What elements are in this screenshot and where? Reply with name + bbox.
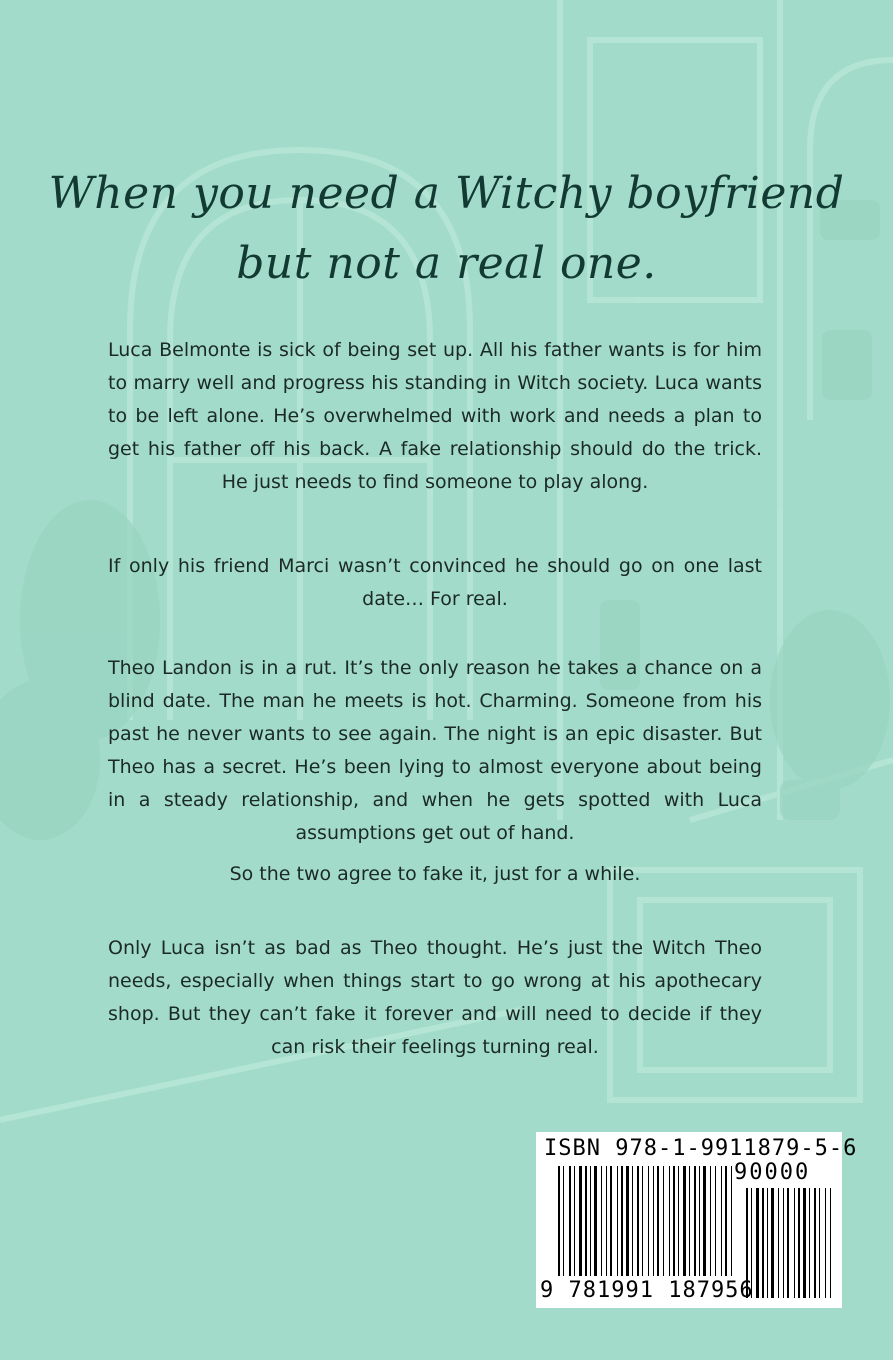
price-addon-code: 90000 xyxy=(734,1160,811,1185)
isbn-label: ISBN 978-1-9911879-5-6 xyxy=(544,1136,858,1161)
blurb-paragraph-2: If only his friend Marci wasn’t convinced he should go on one last date… For real. xyxy=(108,555,762,610)
blurb-paragraph-3: Theo Landon is in a rut. It’s the only reason he takes a chance on a blind date. The man he meets is hot. Charming. Someone from his past he never wants to see again. The night is an epic disaster. But Theo has a secret. He’s been lying to almost everyone about being in a steady relationship, and when he gets spotted with Luca assumptions get out of hand. xyxy=(108,657,762,844)
tagline-line-2: but not a real one. xyxy=(236,238,657,289)
blurb-paragraph-1: Luca Belmonte is sick of being set up. All his father wants is for him to marry well and progress his standing in Witch society. Luca wants to be left alone. He’s overwhelmed with work and needs a plan to get his father off his back. A fake relationship should do the trick. He just needs to find someone to play along. xyxy=(108,339,762,493)
blurb-paragraph-4: So the two agree to fake it, just for a while. xyxy=(229,863,641,885)
ean-number: 9 781991 187956 xyxy=(540,1278,754,1303)
blurb-paragraph-5: Only Luca isn’t as bad as Theo thought. He’s just the Witch Theo needs, especially when things start to go wrong at his apothecary shop. But they can’t fake it forever and will need to decide if they can risk their feelings turning real. xyxy=(108,937,762,1058)
isbn-barcode xyxy=(536,1132,858,1308)
tagline-line-1: When you need a Witchy boyfriend xyxy=(48,168,845,219)
